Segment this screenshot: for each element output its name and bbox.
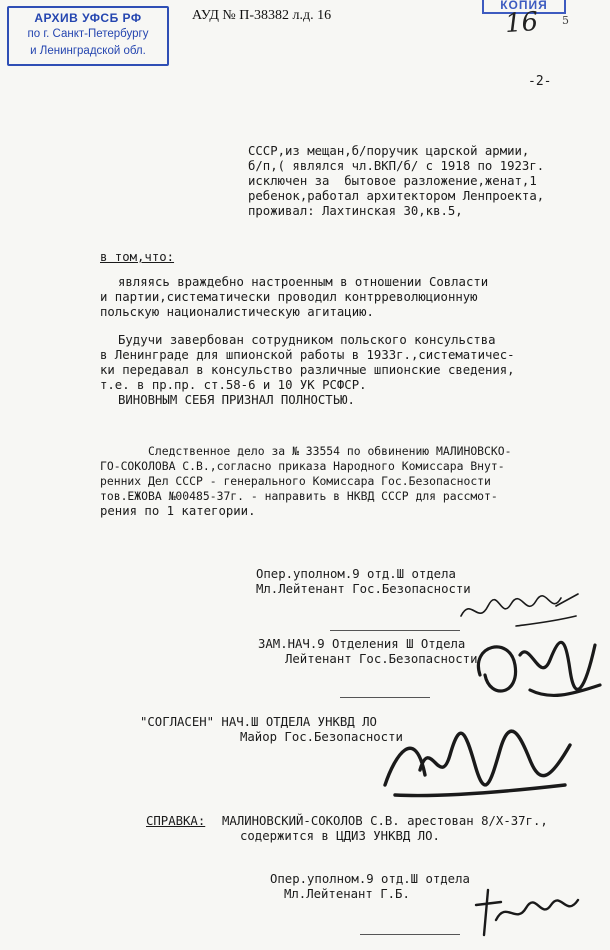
copy-stamp: КОПИЯ	[482, 0, 566, 14]
handwritten-signature	[466, 880, 586, 945]
signatory-rank: Мл.Лейтенант Г.Б.	[284, 887, 410, 901]
charge2-line: в Ленинграде для шпионской работы в 1933г.,систематичес-	[100, 348, 515, 362]
signatory-rank: Лейтенант Гос.Безопасности	[285, 652, 478, 666]
reference-line: МАЛИНОВСКИЙ-СОКОЛОВ С.В. арестован 8/Х-37г.,	[222, 814, 548, 828]
intro-line: ребенок,работал архитектором Ленпроекта,	[248, 189, 545, 203]
sheet-number: -2-	[528, 74, 552, 89]
charge2-line: ки передавал в консульство различные шпионские сведения,	[100, 363, 515, 377]
stamp-line-2: по г. Санкт-Петербургу	[27, 28, 149, 40]
signatory-rank: Мл.Лейтенант Гос.Безопасности	[256, 582, 471, 596]
intro-line: СССР,из мещан,б/поручик царской армии,	[248, 144, 530, 158]
signatory-rank: Майор Гос.Безопасности	[240, 730, 403, 744]
decision-line: Следственное дело за № 33554 по обвинению МАЛИНОВСКО-	[148, 444, 512, 458]
charge1-line: и партии,систематически проводил контрреволюционную	[100, 290, 478, 304]
case-reference: АУД № П-38382 л.д. 16	[192, 8, 332, 23]
signatory-title: Опер.уполном.9 отд.Ш отдела	[270, 872, 470, 886]
signatory-title: Опер.уполном.9 отд.Ш отдела	[256, 567, 456, 581]
intro-line: исключен за бытовое разложение,женат,1	[248, 174, 537, 188]
signature-line	[340, 697, 430, 698]
intro-line: проживал: Лахтинская 30,кв.5,	[248, 204, 463, 218]
decision-line: тов.ЕЖОВА №00485-37г. - направить в НКВД СССР для рассмот-	[100, 489, 498, 503]
decision-line: ренних Дел СССР - генерального Комиссара Гос.Безопасности	[100, 474, 491, 488]
handwritten-signature	[470, 615, 610, 705]
reference-line: содержится в ЦДИЗ УНКВД ЛО.	[240, 829, 440, 843]
stamp-line-1: АРХИВ УФСБ РФ	[34, 11, 142, 25]
charge1-line: польскую националистическую агитацию.	[100, 305, 374, 319]
handwritten-page-number: 16	[503, 6, 540, 40]
stamp-line-3: и Ленинградской обл.	[30, 45, 146, 57]
accused-of-label: в том,что:	[100, 250, 175, 264]
signature-line	[360, 934, 460, 935]
charge1-line: являясь враждебно настроенным в отношении Совласти	[118, 275, 489, 289]
charge2-line: т.е. в пр.пр. ст.58-6 и 10 УК РСФСР.	[100, 378, 367, 392]
admission-line: ВИНОВНЫМ СЕБЯ ПРИЗНАЛ ПОЛНОСТЬЮ.	[118, 393, 355, 407]
signature-line	[330, 630, 460, 631]
handwritten-page-number-small: 5	[562, 14, 569, 27]
charge2-line: Будучи завербован сотрудником польского консульства	[118, 333, 496, 347]
decision-line: рения по 1 категории.	[100, 504, 256, 518]
reference-label: СПРАВКА:	[146, 814, 206, 828]
signatory-title: "СОГЛАСЕН" НАЧ.Ш ОТДЕЛА УНКВД ЛО	[140, 715, 377, 729]
signatory-title: ЗАМ.НАЧ.9 Отделения Ш Отдела	[258, 637, 466, 651]
decision-line: ГО-СОКОЛОВА С.В.,согласно приказа Народного Комиссара Внут-	[100, 459, 505, 473]
handwritten-signature	[375, 715, 585, 805]
intro-line: б/п,( являлся чл.ВКП/б/ с 1918 по 1923г.	[248, 159, 545, 173]
archive-stamp	[7, 6, 169, 66]
